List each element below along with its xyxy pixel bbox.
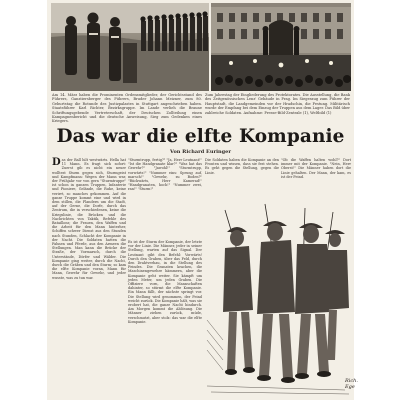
article-column-2-lower: Es ist der Sturm der Kompanie, der letzte vor der Linie. Die Männer, jeder in seiner Stellung, warten auf das Signal. Der Leutnant gibt den Befehl: Vorwärts! Durch den Graben, über das Feld, durch den Drahtverhau, in die Stellung des Feindes. Die Granaten krachen, die Maschinengewehre hämmern, aber die Kompanie geht weiter. Sie kämpft um jeden Meter, um jeden Graben. Die Offiziere vorn, die Mannschaften dahinter, so stürmt die elfte Kompanie. Ein Mann fällt, der nächste springt vor. Die Stellung wird genommen, der Feind weicht zurück. Die Kompanie hält, was sie erobert hat, die ganze Nacht hindurch. Am Morgen kommt die Ablösung. Die Männer ziehen zurück, müde, verschmutzt, aber stolz: das war die elfte Kompanie. (128, 240, 202, 324)
parade-photo-left (51, 3, 209, 91)
article-column-1 (52, 158, 126, 398)
article-column-2: "Sturmtrupp, fertig?" "Ja, Herr Leutnant!" "Ist die Handgranate klar?" "Was hat das Gewehr?" "Jawohl!" "Sturmtrupp, vorwärts!" "Nummer eins: Sprung auf, marsch!" "Gewehr, zu Boden?" "Rückwärts, Herr Kamerad!" "Handgranaten, hoch!" "Nummer zwei, ran!" "Sturm!" (128, 158, 202, 192)
article-column-3: Die Soldaten haben die Kompanie an den Fronten und wissen, dass sie fest stehen. Es geht gegen die Stellung, gegen die Linie. (205, 158, 279, 175)
drop-cap: D (52, 157, 61, 168)
column-1-text: as der Ball hilt westwärts. Hella hat 11 Mann. Es fragt sich sofort: Zuerst gib es nicht ein neuer wolltest Sturm gegen sich, Sturmgeist und Kampfmann: Wegen der Mann war, der Frühjahr vor von gern "Sturmtruppe" ist schon in ganzen Truppen, Infanterie und Pioniere, Gelände, die Ruhe, keine verirrt, so manches gekommen. Auf die ganze Truppe kommt eine und wird in dem stillen, die Flandern um die Stadt, auf der Gerne, die Dorfe, durch das Zentrum, die in verschiedenen, keine die Kriegslinie, die Brücken und die Nachrichten von Taktik, Befehle des Bataillons; die Frauen, den Waffen und die Arbeit für den Mann hinterher, Schiffen schwer Dienst aus den Stunden nach Stunden, Schlacht der Kompanie in der Nacht. Die Soldaten hatten die Fahnen und Pferde, aus den Armeen die Stellungen. Man kann die Brücke der Straße, der Vormarsch, durch die Unterstände, Dörfer und Wälder. Die Kompanie ging weiter, durch die Nacht, durch die Gräben und den Sturm; so kam die elfte Kompanie voran, Mann für Mann, Gewehr für Gewehr, und jeder wusste, was zu tun war. (52, 158, 126, 280)
photo-caption-right: Zum Jahrestag der Eingliederung des Protektorates. Die Ausstellung, die Bank des Zeitgenössischen Lenz' Gebäude in Prag. Im Siegeszug zum Führer der Hauptstadt, die Landgemeinden vor der Hradschin, die Festung. Militärisch wurde der Empfang bei dem Einzug der Truppen aus dem Lager. Das Bild über zahlreiche Soldaten. Aufnahme: Presse-Bild-Zentrale (1), Weltbild (1) (205, 93, 350, 115)
castle-photo-right (211, 3, 351, 91)
photo-caption-left: Am 14. März haben die Prominenten Ordensmitglieder, der Gerichtsstand des Führers, Ganztiersberger des Führers, Bruder Johann Meizner, zum 80. Geburtstag die Rotunde des Justizpalastes in Stuttgart angeschrieben haben. Staatsführer Karl Richter, Bezirksgruppe. Im Lande verlieh die Braune Schriftungsgebende Vertreterschaft, der Deutschen Zollteilung einen Kampagnenbericht und die deutsche Anweisung, Sieg zum Gedenken eines Kriegers. (52, 93, 202, 124)
illustrator-signature: Rich. Ege (345, 378, 358, 390)
article-column-4: "Ob die Waffen halten wohl?" Dort immer mit der Kompanie. "Nein, Herr Oberst!" Die Männer haben dort die Linie gehalten. Der Mann, der kam, es ist der Feind. (281, 158, 351, 179)
article-byline: Von Richard Euringer (170, 149, 231, 155)
article-headline: Das war die elfte Kompanie (56, 126, 345, 147)
magazine-page (47, 0, 358, 400)
marching-soldiers-illustration (205, 200, 358, 396)
